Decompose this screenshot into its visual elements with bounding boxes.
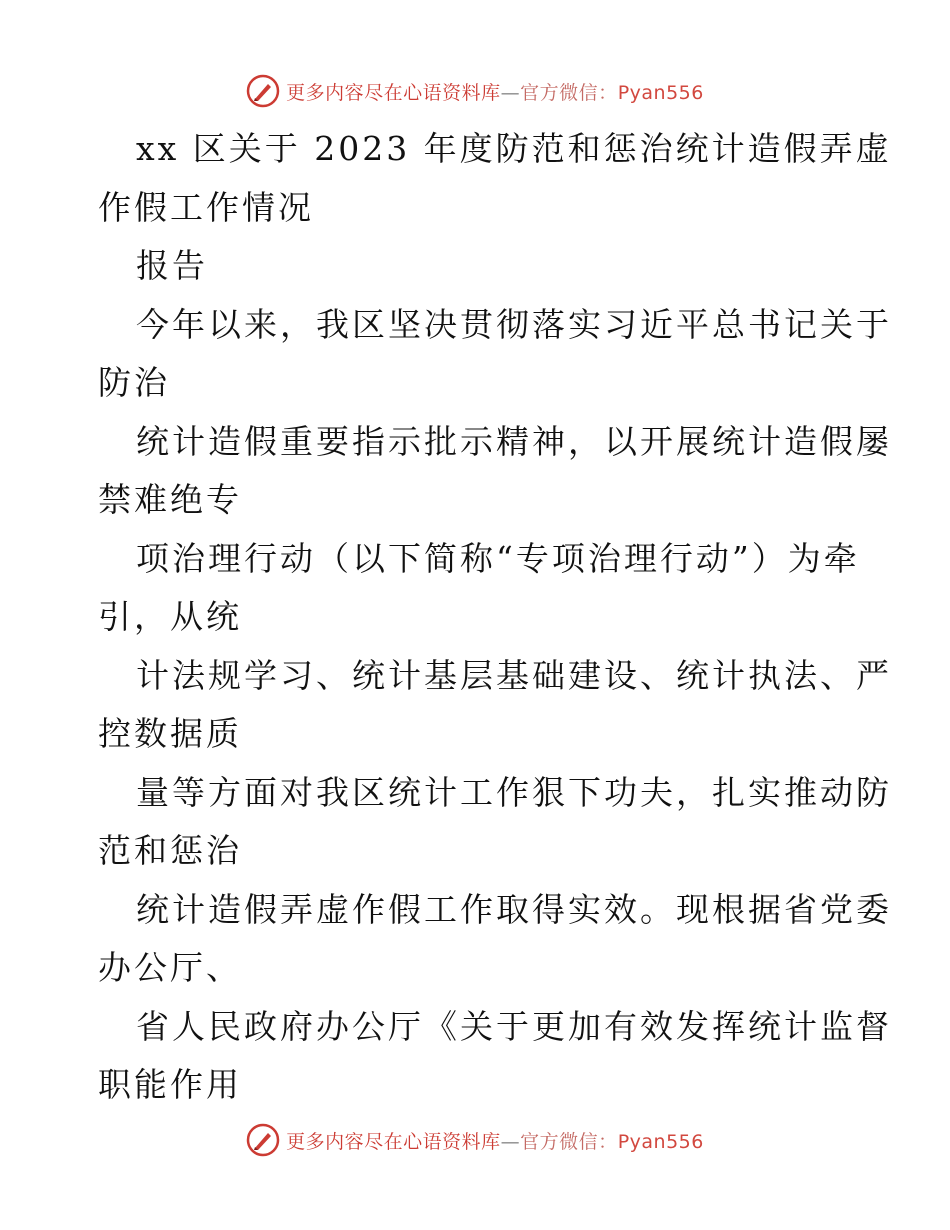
text-line: 统计造假弄虚作假工作取得实效。现根据省党委 [136,889,892,929]
text-line: 禁难绝专 [98,480,242,519]
text-line: 省人民政府办公厅《关于更加有效发挥统计监督 [136,1006,892,1046]
watermark-text: 更多内容尽在心语资料库—官方微信：Pyan556 [286,81,704,104]
text-line: 项治理行动（以下简称“专项治理行动”）为牵 [136,538,860,578]
text-line: 范和惩治 [98,831,242,870]
document-body [98,120,892,1115]
text-line: 统计造假重要指示批示精神，以开展统计造假屡 [136,421,892,461]
footer-watermark [0,1120,950,1160]
header-watermark [0,71,950,111]
text-line: 今年以来，我区坚决贯彻落实习近平总书记关于 [136,304,892,344]
watermark-text: 更多内容尽在心语资料库—官方微信：Pyan556 [286,1130,704,1153]
text-line: 办公厅、 [98,948,242,987]
quill-logo-icon [246,74,280,108]
text-line: 作假工作情况 [98,187,314,227]
text-line: 计法规学习、统计基层基础建设、统计执法、严 [136,655,892,695]
text-line: 引，从统 [98,597,242,636]
text-line: 控数据质 [98,714,242,753]
text-line: 防治 [98,363,170,402]
text-line: 职能作用 [98,1065,242,1104]
text-line: 量等方面对我区统计工作狠下功夫，扎实推动防 [136,772,892,812]
text-line: 报告 [136,246,208,285]
quill-logo-icon [246,1123,280,1157]
text-line: xx 区关于 2023 年度防范和惩治统计造假弄虚 [136,129,892,168]
